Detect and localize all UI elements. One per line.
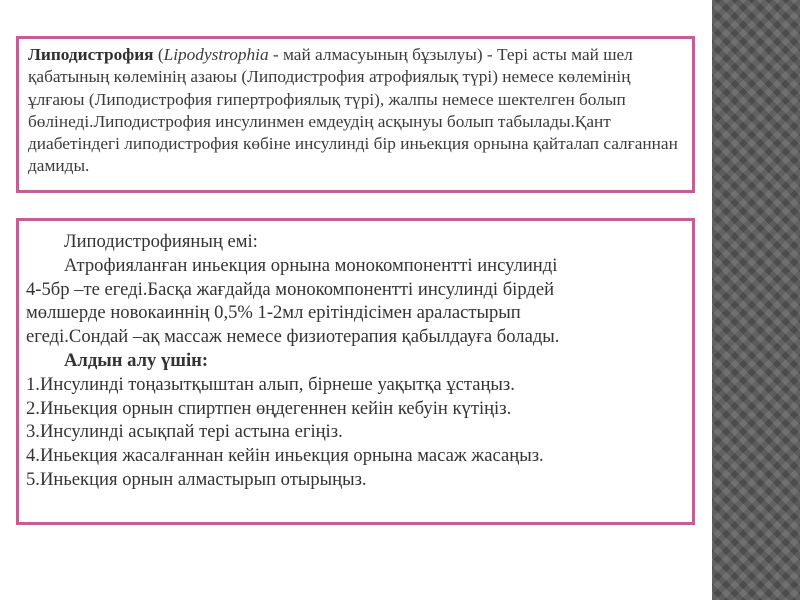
prevention-item: 1.Инсулинді тоңазытқыштан алып, бірнеше уақытқа ұстаңыз. (26, 373, 515, 395)
treatment-line: 4-5бр –те егеді.Басқа жағдайда монокомпонентті инсулинді бірдей (26, 278, 555, 300)
prevention-item: 3.Инсулинді асықпай тері астына егіңіз. (26, 421, 343, 443)
definition-box (16, 36, 695, 193)
treatment-heading: Липодистрофияның емі: (64, 231, 258, 252)
treatment-line: егеді.Сондай –ақ массаж немесе физиотерапия қабылдауға болады. (26, 326, 560, 348)
definition-term-open: ( (153, 45, 164, 64)
treatment-box (16, 218, 695, 525)
definition-latin-term: Lipodystrophia (163, 45, 269, 64)
definition-paragraph (28, 44, 684, 178)
treatment-line: мөлшерде новокаиннің 0,5% 1-2мл ерітіндісімен араластырып (26, 302, 521, 324)
prevention-item: 5.Иньекция орнын алмастырып отырыңыз. (26, 468, 367, 490)
definition-text: - май алмасуының бұзылуы) - Тері асты май шел қабатының көлемінің азаюы (Липодистрофия атрофиялық түрі) немесе көлемінің ұлғаюы (Липодистрофия гипертрофиялық түрі), жалпы немесе шектелген болып бөлінеді.Липодистрофия инсулинмен емдеудің асқынуы болып табылады.Қант диабетіндегі липодистрофия көбіне инсулинді бір иньекция орнына қайталап салғаннан дамиды. (28, 45, 678, 176)
prevention-item: 2.Иньекция орнын спиртпен өңдегеннен кейін кебуін күтіңіз. (26, 397, 512, 419)
treatment-line: Атрофияланған иньекция орнына монокомпонентті инсулинді (64, 254, 558, 276)
prevention-heading: Алдын алу үшін: (64, 349, 209, 371)
decorative-side-strip (712, 0, 800, 600)
definition-term: Липодистрофия (28, 45, 154, 64)
prevention-item: 4.Иньекция жасалғаннан кейін иньекция орнына масаж жасаңыз. (26, 445, 544, 467)
